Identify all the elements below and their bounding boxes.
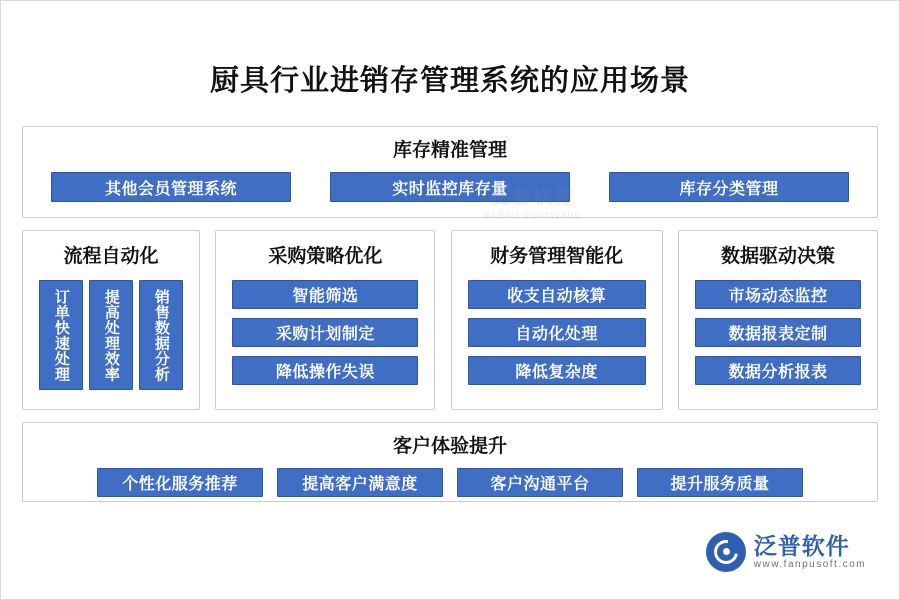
chip-customer-0[interactable]: 个性化服务推荐 (97, 468, 263, 497)
page-title: 厨具行业进销存管理系统的应用场景 (209, 65, 690, 97)
chip-purchase-1[interactable]: 采购计划制定 (232, 318, 418, 347)
chip-group-inventory (37, 172, 863, 202)
chip-customer-3[interactable]: 提升服务质量 (637, 468, 803, 497)
panel-title-finance-intelligence: 财务管理智能化 (490, 246, 624, 267)
chip-process-0[interactable]: 订单快速处理 (39, 280, 83, 390)
logo-mark-icon (706, 532, 746, 572)
chip-purchase-2[interactable]: 降低操作失误 (232, 356, 418, 385)
chip-customer-1[interactable]: 提高客户满意度 (277, 468, 443, 497)
panel-data-driven-decision (678, 230, 878, 410)
panel-customer-experience (22, 422, 878, 502)
panel-inventory-management (22, 126, 878, 218)
chip-inventory-0[interactable]: 其他会员管理系统 (51, 172, 291, 202)
panel-process-automation (22, 230, 200, 410)
logo-text (754, 534, 866, 571)
brand-logo (706, 532, 866, 572)
panel-title-inventory: 库存精准管理 (392, 140, 507, 161)
chip-inventory-1[interactable]: 实时监控库存量 (330, 172, 570, 202)
diagram-container (22, 126, 878, 502)
chip-customer-2[interactable]: 客户沟通平台 (457, 468, 623, 497)
logo-name-cn: 泛普软件 (753, 532, 850, 559)
chip-group-data-driven (679, 280, 877, 385)
panel-title-purchase-strategy: 采购策略优化 (268, 246, 383, 267)
chip-data-0[interactable]: 市场动态监控 (695, 280, 861, 309)
chip-group-customer-experience (37, 468, 863, 497)
chip-purchase-0[interactable]: 智能筛选 (232, 280, 418, 309)
logo-url: www.fanpusoft.com (753, 558, 866, 570)
panel-finance-intelligence (451, 230, 663, 410)
chip-data-2[interactable]: 数据分析报表 (695, 356, 861, 385)
chip-finance-1[interactable]: 自动化处理 (468, 318, 646, 347)
chip-group-purchase-strategy (216, 280, 434, 385)
panel-title-customer-experience: 客户体验提升 (392, 436, 507, 457)
chip-group-finance (452, 280, 662, 385)
panel-title-data-driven: 数据驱动决策 (720, 246, 835, 267)
chip-finance-2[interactable]: 降低复杂度 (468, 356, 646, 385)
panel-title-process-automation: 流程自动化 (63, 246, 159, 267)
chip-process-1[interactable]: 提高处理效率 (89, 280, 133, 390)
chip-process-2[interactable]: 销售数据分析 (139, 280, 183, 390)
chip-finance-0[interactable]: 收支自动核算 (468, 280, 646, 309)
middle-columns (22, 230, 878, 410)
panel-purchase-strategy (215, 230, 435, 410)
chip-data-1[interactable]: 数据报表定制 (695, 318, 861, 347)
chip-inventory-2[interactable]: 库存分类管理 (609, 172, 849, 202)
chip-group-process-automation (23, 280, 199, 390)
